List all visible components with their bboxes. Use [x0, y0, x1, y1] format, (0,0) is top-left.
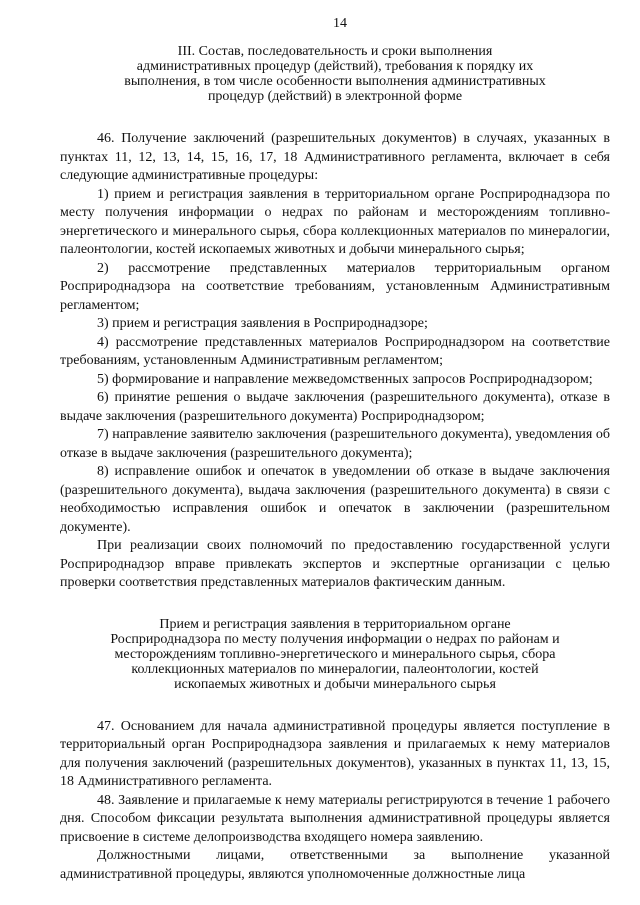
subsection-heading-line: коллекционных материалов по минералогии, палеонтологии, костей — [131, 661, 539, 677]
list-item-3: 3) прием и регистрация заявления в Росприроднадзоре; — [97, 316, 428, 331]
paragraph-48: 48. Заявление и прилагаемые к нему материалы регистрируются в течение 1 рабочего дня. Способом фиксации результата выполнения административной процедуры является присвоение в системе делопроизводства входящего номера заявлению. — [60, 792, 610, 845]
subsection-heading-line: Прием и регистрация заявления в территориальном органе — [159, 616, 511, 632]
section-heading-line: процедур (действий) в электронной форме — [207, 89, 463, 104]
subsection-heading-line: Росприроднадзора по месту получения информации о недрах по районам и — [110, 631, 560, 647]
list-item-4: 4) рассмотрение представленных материалов Росприроднадзором на соответствие требованиям, установленным Административным регламентом; — [60, 334, 610, 368]
subsection-heading-line: ископаемых животных и добычи минерального сырья — [174, 676, 496, 692]
list-item-2: 2) рассмотрение представленных материалов территориальным органом Росприроднадзора на соответствие требованиям, установленным Административным регламентом; — [60, 260, 610, 313]
subsection-heading — [60, 617, 610, 692]
body-part-2 — [60, 718, 610, 885]
list-item-7: 7) направление заявителю заключения (разрешительного документа), уведомления об отказе в выдаче заключения (разрешительного документа); — [60, 427, 610, 461]
list-item-5: 5) формирование и направление межведомственных запросов Росприроднадзором; — [97, 371, 593, 387]
list-item-8: 8) исправление ошибок и опечаток в уведомлении об отказе в выдаче заключения (разрешительного документа), выдача заключения (разрешительного документа) в связи с необходимостью исправления ошибок и опечаток в заключении (разрешительном документе). — [60, 464, 610, 535]
section-heading-line: III. Состав, последовательность и сроки выполнения — [177, 44, 493, 59]
paragraph-experts: При реализации своих полномочий по предоставлению государственной услуги Росприроднадзор вправе привлекать экспертов и экспертные организации с целью проверки соответствия представленных материалов фактическим данным. — [60, 538, 610, 590]
subsection-heading-line: месторождениям топливно-энергетического и минерального сырья, сбора — [114, 646, 556, 662]
section-heading-line: административных процедур (действий), требования к порядку их — [136, 59, 534, 74]
section-heading-line: выполнения, в том числе особенности выполнения административных — [124, 74, 546, 89]
list-item-6: 6) принятие решения о выдаче заключения (разрешительного документа), отказе в выдаче заключения (разрешительного документа) Росприроднадзором; — [60, 390, 610, 424]
section-heading — [60, 44, 610, 104]
paragraph-46: 46. Получение заключений (разрешительных документов) в случаях, указанных в пунктах 11, 12, 13, 14, 15, 16, 17, 18 Административного регламента, включает в себя следующие административные процедуры: — [60, 131, 610, 183]
paragraph-47: 47. Основанием для начала административной процедуры является поступление в территориальный орган Росприроднадзора заявления и прилагаемых к нему материалов для получения заключений (разрешительных документов), указанных в пунктах 11, 13, 15, 18 Административного регламента. — [60, 718, 610, 789]
body-part-1 — [60, 130, 610, 593]
paragraph-responsible: Должностными лицами, ответственными за выполнение указанной административной процедуры, являются уполномоченные должностные лица — [60, 848, 610, 882]
page-number: 14 — [333, 16, 347, 31]
list-item-1: 1) прием и регистрация заявления в территориальном органе Росприроднадзора по месту получения информации о недрах по районам и месторождениям топливно-энергетического и минерального сырья, сбора коллекционных материалов по минералогии, палеонтологии, костей ископаемых животных и добычи минерального сырья; — [60, 186, 610, 257]
